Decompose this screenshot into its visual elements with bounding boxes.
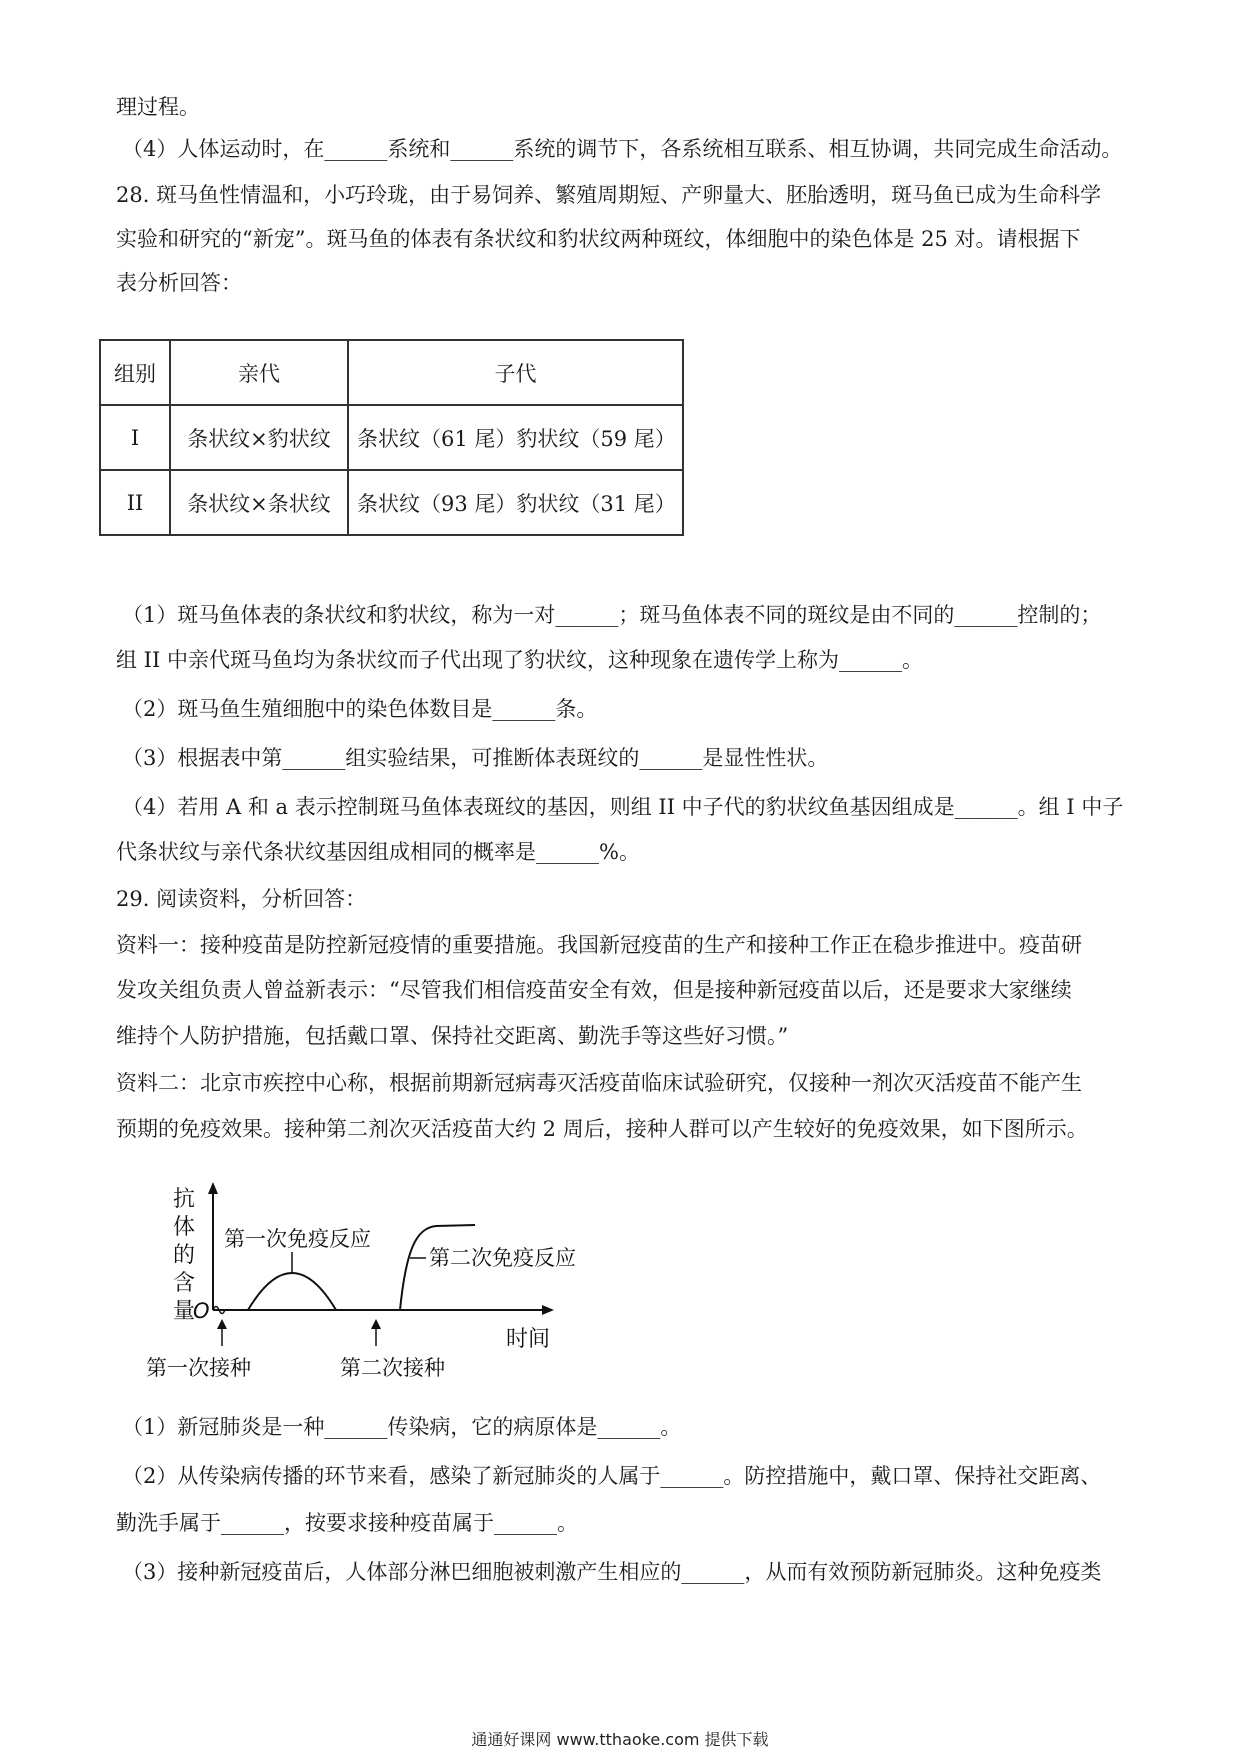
question-28-intro-2: 实验和研究的“新宠”。斑马鱼的体表有条状纹和豹状纹两种斑纹，体细胞中的染色体是 25 对。请根据下: [116, 227, 1081, 251]
cell-parent: 条状纹×条状纹: [170, 470, 348, 535]
question-29-2a: （2）从传染病传播的环节来看，感染了新冠肺炎的人属于______。防控措施中，戴口罩、保持社交距离、: [122, 1464, 1102, 1488]
ylabel-char: 抗: [173, 1187, 196, 1212]
cell-group: II: [100, 470, 170, 535]
second-dose-label: 第二次接种: [340, 1356, 445, 1380]
material-1b: 发攻关组负责人曾益新表示：“尽管我们相信疫苗安全有效，但是接种新冠疫苗以后，还是要求大家继续: [116, 978, 1072, 1002]
table-header-row: [100, 340, 683, 405]
x-axis-arrow: [542, 1305, 554, 1315]
header-parent: 亲代: [170, 340, 348, 405]
second-response-label: 第二次免疫反应: [429, 1246, 576, 1270]
ylabel-char: 量: [173, 1299, 196, 1324]
ylabel-char: 的: [173, 1243, 196, 1268]
y-axis-arrow: [208, 1182, 218, 1194]
first-dose-arrowhead: [217, 1319, 227, 1329]
table-row: [100, 405, 683, 470]
text-line: 理过程。: [116, 95, 200, 119]
question-29-1: （1）新冠肺炎是一种______传染病，它的病原体是______。: [122, 1415, 682, 1439]
first-dose-label: 第一次接种: [146, 1356, 251, 1380]
material-2a: 资料二：北京市疾控中心称，根据前期新冠病毒灭活疫苗临床试验研究，仅接种一剂次灭活疫苗不能产生: [116, 1071, 1082, 1095]
question-28-2: （2）斑马鱼生殖细胞中的染色体数目是______条。: [122, 697, 598, 721]
question-28-4b: 代条状纹与亲代条状纹基因组成相同的概率是______%。: [116, 840, 640, 864]
genetics-table: [99, 339, 684, 536]
cell-offspring: 条状纹（93 尾）豹状纹（31 尾）: [348, 470, 683, 535]
material-1a: 资料一：接种疫苗是防控新冠疫情的重要措施。我国新冠疫苗的生产和接种工作正在稳步推进中。疫苗研: [116, 933, 1082, 957]
cell-offspring: 条状纹（61 尾）豹状纹（59 尾）: [348, 405, 683, 470]
question-29-title: 29. 阅读资料，分析回答：: [116, 887, 367, 911]
first-response-label: 第一次免疫反应: [224, 1227, 371, 1251]
ylabel-char: 含: [173, 1271, 196, 1296]
material-1c: 维持个人防护措施，包括戴口罩、保持社交距离、勤洗手等这些好习惯。”: [116, 1024, 789, 1048]
header-offspring: 子代: [348, 340, 683, 405]
cell-parent: 条状纹×豹状纹: [170, 405, 348, 470]
header-group: 组别: [100, 340, 170, 405]
antibody-diagram: [140, 1178, 620, 1388]
question-28-4a: （4）若用 A 和 a 表示控制斑马鱼体表斑纹的基因，则组 II 中子代的豹状纹鱼基因组成是______。组 I 中子: [122, 795, 1124, 819]
cell-group: I: [100, 405, 170, 470]
origin-label: O: [193, 1299, 210, 1323]
xlabel: 时间: [506, 1327, 551, 1352]
question-29-3: （3）接种新冠疫苗后，人体部分淋巴细胞被刺激产生相应的______，从而有效预防新冠肺炎。这种免疫类: [122, 1560, 1102, 1584]
question-28-intro-3: 表分析回答：: [116, 271, 242, 295]
material-2b: 预期的免疫效果。接种第二剂次灭活疫苗大约 2 周后，接种人群可以产生较好的免疫效果，如下图所示。: [116, 1117, 1088, 1141]
question-27-4: （4）人体运动时，在______系统和______系统的调节下，各系统相互联系、相互协调，共同完成生命活动。: [122, 137, 1123, 161]
first-response-curve: [248, 1273, 336, 1310]
question-28-intro: 28. 斑马鱼性情温和，小巧玲珑，由于易饲养、繁殖周期短、产卵量大、胚胎透明，斑马鱼已成为生命科学: [116, 183, 1102, 207]
second-dose-arrowhead: [371, 1319, 381, 1329]
table-row: [100, 470, 683, 535]
ylabel-char: 体: [173, 1215, 196, 1240]
question-29-2b: 勤洗手属于______，按要求接种疫苗属于______。: [116, 1511, 578, 1535]
question-28-1a: （1）斑马鱼体表的条状纹和豹状纹，称为一对______；斑马鱼体表不同的斑纹是由不同的______控制的；: [122, 603, 1102, 627]
footer-text: 通通好课网 www.tthaoke.com 提供下载: [471, 1730, 769, 1749]
question-28-1b: 组 II 中亲代斑马鱼均为条状纹而子代出现了豹状纹，这种现象在遗传学上称为______。: [116, 648, 923, 672]
question-28-3: （3）根据表中第______组实验结果，可推断体表斑纹的______是显性性状。: [122, 746, 829, 770]
